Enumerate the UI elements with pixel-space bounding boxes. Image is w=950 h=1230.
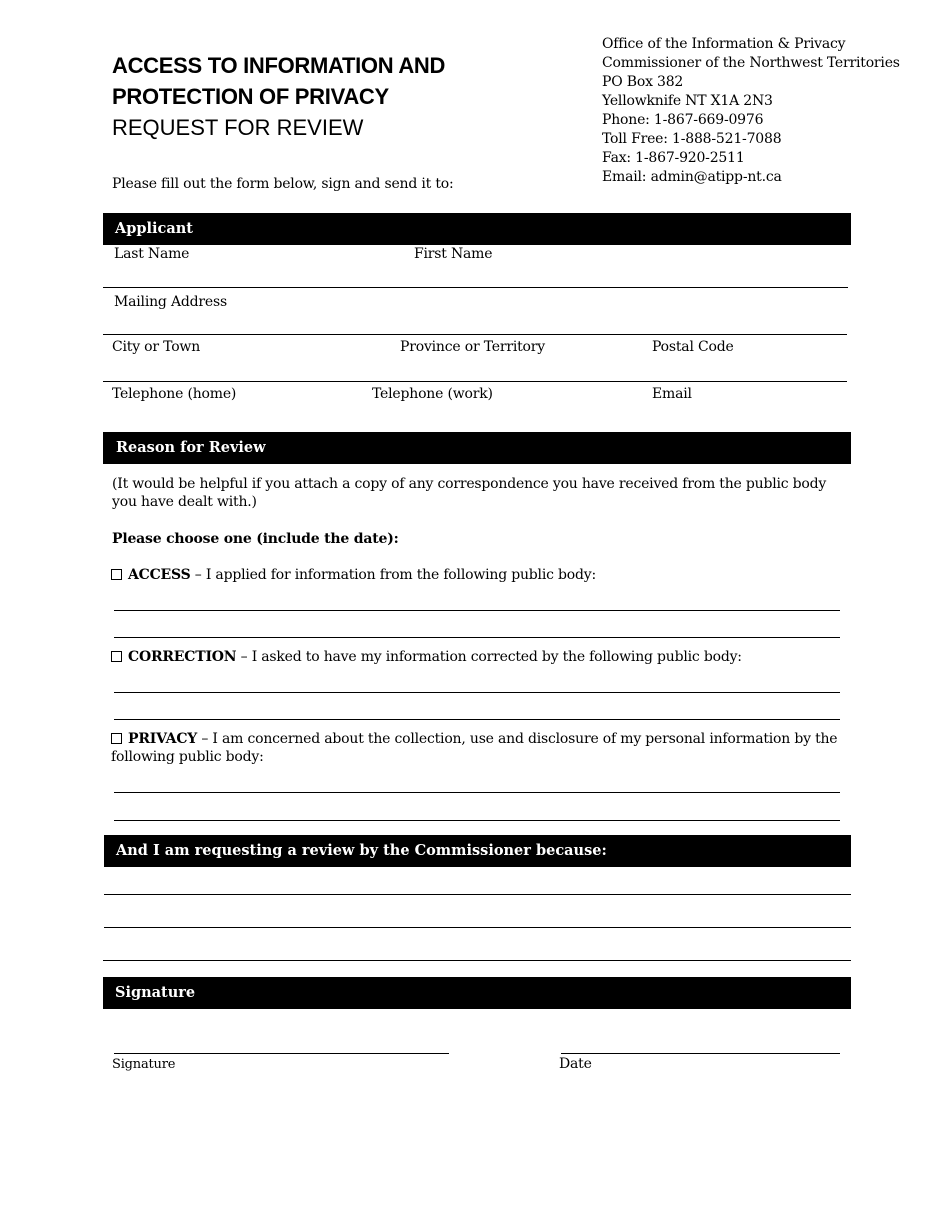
office-email: Email: admin@atipp-nt.ca <box>602 169 782 185</box>
access-option <box>111 566 841 584</box>
applicant-heading: Applicant <box>103 213 851 245</box>
request-reason-line-1[interactable] <box>104 894 851 895</box>
first-name-label: First Name <box>414 246 493 262</box>
access-checkbox[interactable] <box>111 569 122 580</box>
access-body-line-2[interactable] <box>114 637 840 638</box>
office-line-4: Yellowknife NT X1A 2N3 <box>602 93 773 109</box>
request-reason-line-3[interactable] <box>103 960 851 961</box>
last-name-label: Last Name <box>114 246 190 262</box>
correction-body-line-2[interactable] <box>114 719 840 720</box>
title-line-2: PROTECTION OF PRIVACY <box>112 84 389 109</box>
access-body-line-1[interactable] <box>114 610 840 611</box>
access-option-text: – I applied for information from the following public body: <box>190 567 596 583</box>
mailing-address-label: Mailing Address <box>114 294 227 310</box>
choose-instruction: Please choose one (include the date): <box>112 531 399 547</box>
email-label: Email <box>652 386 692 402</box>
office-fax: Fax: 1-867-920-2511 <box>602 150 745 166</box>
telephone-work-label: Telephone (work) <box>372 386 493 402</box>
correction-option-label: CORRECTION <box>128 649 237 665</box>
date-label: Date <box>559 1056 592 1072</box>
form-title <box>112 50 445 143</box>
office-phone: Phone: 1-867-669-0976 <box>602 112 764 128</box>
intro-text: Please fill out the form below, sign and send it to: <box>112 176 454 192</box>
reason-note: (It would be helpful if you attach a copy of any correspondence you have received from the public body you have dealt with.) <box>112 476 827 510</box>
province-label: Province or Territory <box>400 339 545 355</box>
correction-body-line-1[interactable] <box>114 692 840 693</box>
request-reason-line-2[interactable] <box>104 927 851 928</box>
office-address <box>602 35 900 187</box>
city-label: City or Town <box>112 339 201 355</box>
privacy-option-label: PRIVACY <box>128 731 198 747</box>
signature-heading: Signature <box>103 977 851 1009</box>
address-field-line[interactable] <box>103 334 847 335</box>
name-field-line[interactable] <box>103 287 848 288</box>
postal-code-label: Postal Code <box>652 339 734 355</box>
telephone-home-label: Telephone (home) <box>112 386 237 402</box>
privacy-body-line-2[interactable] <box>114 820 840 821</box>
office-tollfree: Toll Free: 1-888-521-7088 <box>602 131 782 147</box>
signature-label: Signature <box>112 1057 176 1072</box>
request-heading: And I am requesting a review by the Commissioner because: <box>104 835 851 867</box>
privacy-option <box>111 730 841 766</box>
office-line-1: Office of the Information & Privacy <box>602 36 846 52</box>
office-line-2: Commissioner of the Northwest Territories <box>602 55 900 71</box>
form-subtitle: REQUEST FOR REVIEW <box>112 115 364 140</box>
date-line[interactable] <box>561 1053 840 1054</box>
office-line-3: PO Box 382 <box>602 74 684 90</box>
correction-option <box>111 648 841 666</box>
access-option-label: ACCESS <box>128 567 191 583</box>
privacy-option-text: – I am concerned about the collection, use and disclosure of my personal information by the following public body: <box>111 731 838 765</box>
city-field-line[interactable] <box>103 381 847 382</box>
correction-option-text: – I asked to have my information corrected by the following public body: <box>236 649 742 665</box>
reason-heading: Reason for Review <box>103 432 851 464</box>
correction-checkbox[interactable] <box>111 651 122 662</box>
title-line-1: ACCESS TO INFORMATION AND <box>112 53 446 78</box>
privacy-checkbox[interactable] <box>111 733 122 744</box>
signature-line[interactable] <box>114 1053 449 1054</box>
privacy-body-line-1[interactable] <box>114 792 840 793</box>
